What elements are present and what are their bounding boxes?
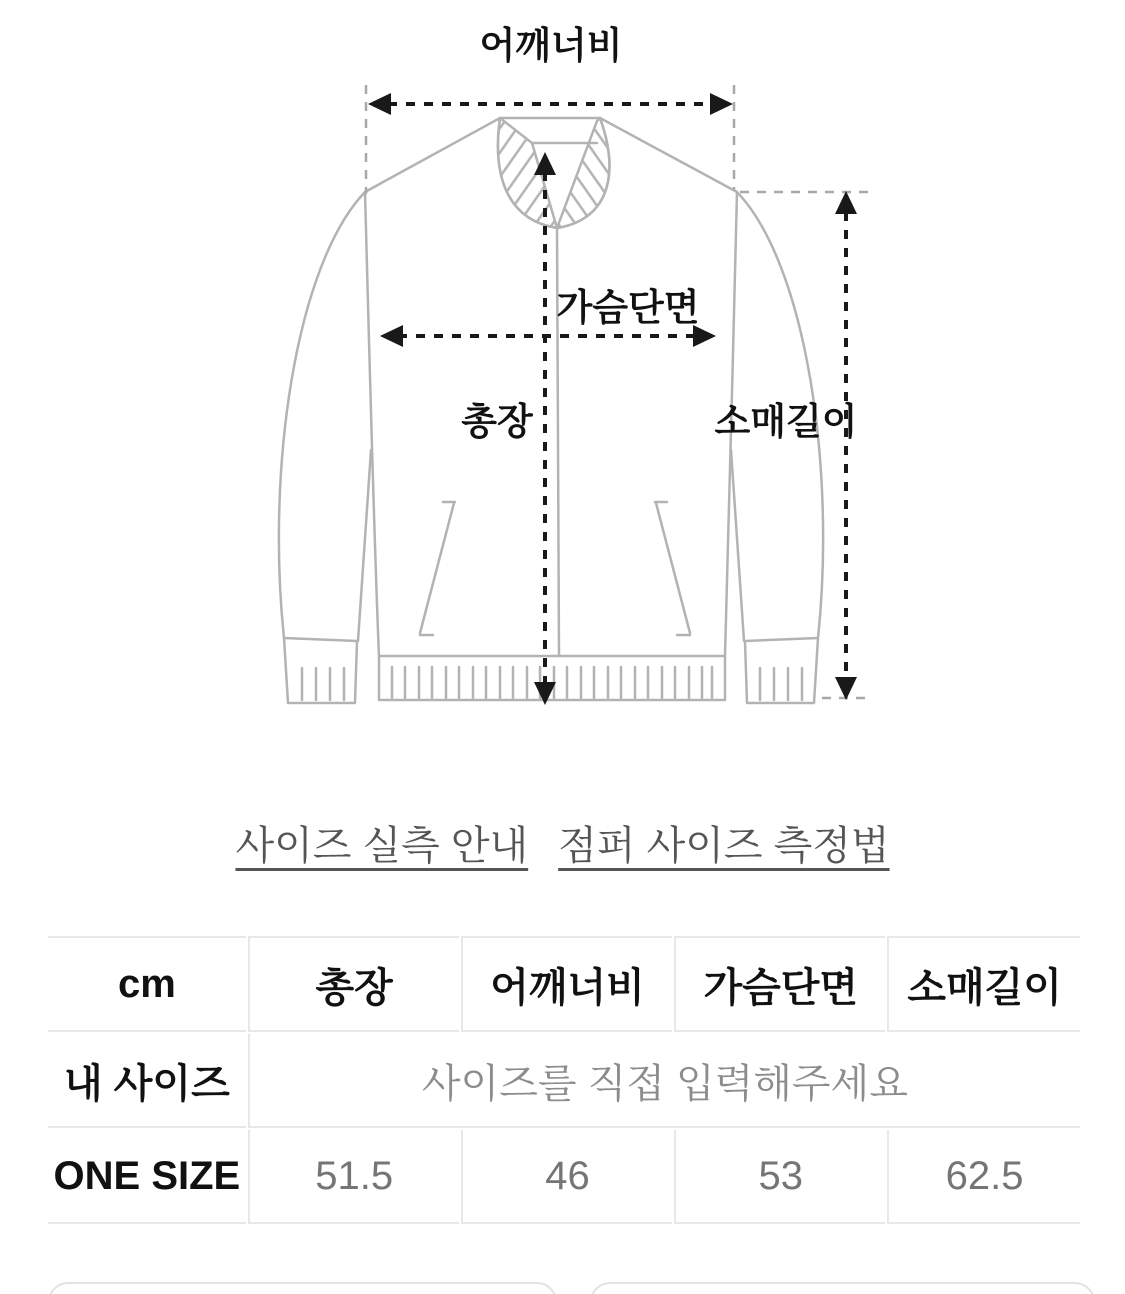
- one-size-row: [48, 1130, 1080, 1224]
- my-size-row: [48, 1034, 1080, 1128]
- col-header-chest-width: 가슴단면: [674, 936, 885, 1032]
- one-size-total-length: 51.5: [248, 1130, 459, 1224]
- sleeve-length-label: 소매길이: [714, 401, 858, 442]
- total-length-label: 총장: [461, 401, 533, 442]
- chest-width-label: 가슴단면: [556, 287, 700, 328]
- one-size-label: ONE SIZE: [48, 1130, 246, 1224]
- shoulder-width-label: 어깨너비: [479, 25, 623, 66]
- col-header-sleeve-length: 소매길이: [887, 936, 1080, 1032]
- col-header-shoulder-width: 어깨너비: [461, 936, 673, 1032]
- size-table: [46, 934, 1082, 1226]
- bottom-action-button-right[interactable]: [590, 1282, 1095, 1294]
- my-size-input-cell[interactable]: 사이즈를 직접 입력해주세요: [248, 1034, 1080, 1128]
- bottom-action-button-left[interactable]: [48, 1282, 557, 1294]
- right-pocket-icon: [655, 502, 690, 635]
- one-size-sleeve-length: 62.5: [887, 1130, 1080, 1224]
- size-guide-links: [0, 814, 1125, 870]
- one-size-shoulder-width: 46: [461, 1130, 673, 1224]
- col-header-total-length: 총장: [248, 936, 459, 1032]
- left-pocket-icon: [420, 502, 455, 635]
- unit-header-cell: cm: [48, 936, 246, 1032]
- jumper-measure-method-link[interactable]: 점퍼 사이즈 측정법: [558, 823, 890, 868]
- arrowheads: [368, 93, 857, 705]
- my-size-label: 내 사이즈: [48, 1034, 246, 1128]
- measure-guide-lines: [366, 85, 868, 698]
- one-size-chest-width: 53: [674, 1130, 885, 1224]
- size-measure-guide-link[interactable]: 사이즈 실측 안내: [235, 823, 529, 868]
- size-table-header-row: [48, 936, 1080, 1032]
